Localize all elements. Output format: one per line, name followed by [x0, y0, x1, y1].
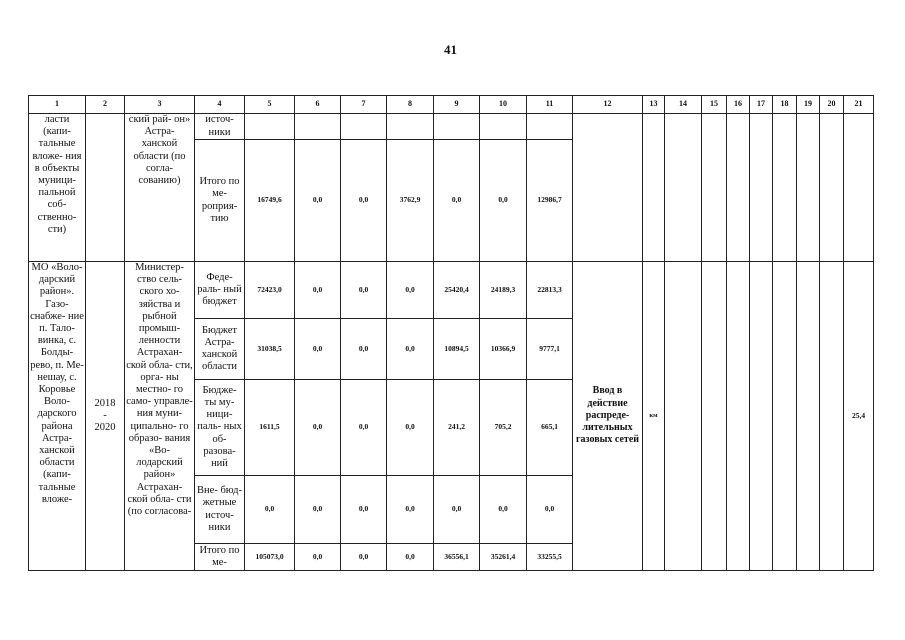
value-cell: 0,0 [341, 544, 387, 571]
value-cell: 24189,3 [480, 262, 527, 319]
cell [434, 114, 480, 140]
page-number: 41 [444, 42, 457, 57]
value-cell: 0,0 [245, 476, 295, 544]
table-row [29, 114, 874, 140]
block2-source-total: Итого по ме- [195, 544, 245, 571]
block2-source-regional: Бюджет Астра- ханской области [195, 319, 245, 380]
value-cell: 0,0 [295, 380, 341, 476]
header-col-5: 5 [245, 96, 295, 114]
cell [727, 262, 750, 571]
header-col-11: 11 [527, 96, 573, 114]
cell [820, 114, 844, 262]
header-col-12: 12 [573, 96, 643, 114]
block2-unit: км [643, 262, 665, 571]
block2-executor: Министер- ство сель- ского хо- зяйства и рыбной промыш- ленности Астрахан- ской обла- сти, орга- ны местно- го само- управле- ния муни- ципально- го образо- вания «Во- лодарский район» Астрахан- ской обла- сти (по согласова- [125, 262, 195, 571]
header-col-14: 14 [665, 96, 702, 114]
block1-object-name: ласти (капи- тальные вложе- ния в объекты муници- пальной соб- ственно- сти) [29, 114, 86, 262]
value-cell: 0,0 [434, 476, 480, 544]
cell [750, 114, 773, 262]
cell [750, 262, 773, 571]
value-cell: 105073,0 [245, 544, 295, 571]
header-col-19: 19 [797, 96, 820, 114]
block1-source-total: Итого по ме- роприя- тию [195, 140, 245, 262]
block2-source-extrabudget: Вне- бюд- жетные источ- ники [195, 476, 245, 544]
cell [245, 114, 295, 140]
header-col-15: 15 [702, 96, 727, 114]
header-col-20: 20 [820, 96, 844, 114]
header-col-2: 2 [86, 96, 125, 114]
value-cell: 9777,1 [527, 319, 573, 380]
value-cell: 1611,5 [245, 380, 295, 476]
block1-indicator [573, 114, 643, 262]
header-col-4: 4 [195, 96, 245, 114]
block1-executor: ский рай- он» Астра- ханской области (по согла- сованию) [125, 114, 195, 262]
value-cell: 0,0 [480, 476, 527, 544]
block1-source-a: источ- ники [195, 114, 245, 140]
header-col-10: 10 [480, 96, 527, 114]
header-col-13: 13 [643, 96, 665, 114]
value-cell: 0,0 [341, 262, 387, 319]
value-cell: 0,0 [527, 476, 573, 544]
value-cell: 0,0 [387, 262, 434, 319]
cell [797, 114, 820, 262]
period-dash: - [103, 409, 107, 421]
cell [480, 114, 527, 140]
value-cell: 0,0 [387, 476, 434, 544]
header-col-21: 21 [844, 96, 874, 114]
value-cell: 0,0 [434, 140, 480, 262]
value-cell: 22813,3 [527, 262, 573, 319]
block1-period [86, 114, 125, 262]
value-cell: 31038,5 [245, 319, 295, 380]
header-col-1: 1 [29, 96, 86, 114]
block2-target-value: 25,4 [844, 262, 874, 571]
value-cell: 0,0 [480, 140, 527, 262]
cell [844, 114, 874, 262]
value-cell: 72423,0 [245, 262, 295, 319]
cell [341, 114, 387, 140]
header-row [29, 96, 874, 114]
value-cell: 0,0 [295, 544, 341, 571]
cell [702, 262, 727, 571]
value-cell: 16749,6 [245, 140, 295, 262]
value-cell: 0,0 [341, 476, 387, 544]
value-cell: 665,1 [527, 380, 573, 476]
value-cell: 36556,1 [434, 544, 480, 571]
header-col-16: 16 [727, 96, 750, 114]
value-cell: 0,0 [341, 380, 387, 476]
value-cell: 705,2 [480, 380, 527, 476]
value-cell: 0,0 [387, 380, 434, 476]
period-end: 2020 [94, 422, 116, 434]
header-col-9: 9 [434, 96, 480, 114]
value-cell: 0,0 [295, 476, 341, 544]
value-cell: 33255,5 [527, 544, 573, 571]
header-col-7: 7 [341, 96, 387, 114]
value-cell: 241,2 [434, 380, 480, 476]
block2-period [86, 262, 125, 571]
value-cell: 0,0 [387, 319, 434, 380]
header-col-18: 18 [773, 96, 797, 114]
value-cell: 3762,9 [387, 140, 434, 262]
header-col-6: 6 [295, 96, 341, 114]
cell [702, 114, 727, 262]
value-cell: 25420,4 [434, 262, 480, 319]
cell [797, 262, 820, 571]
block2-source-municipal: Бюдже- ты му- ници- паль- ных об- разова- ний [195, 380, 245, 476]
cell [820, 262, 844, 571]
value-cell: 0,0 [341, 140, 387, 262]
cell [387, 114, 434, 140]
cell [727, 114, 750, 262]
period-start: 2018 [94, 397, 116, 409]
block2-indicator: Ввод в действие распреде- лительных газовых сетей [573, 262, 643, 571]
value-cell: 10894,5 [434, 319, 480, 380]
table-row [29, 262, 874, 319]
block2-source-federal: Феде- раль- ный бюджет [195, 262, 245, 319]
value-cell: 0,0 [341, 319, 387, 380]
cell [773, 114, 797, 262]
cell [773, 262, 797, 571]
cell [665, 262, 702, 571]
value-cell: 10366,9 [480, 319, 527, 380]
value-cell: 0,0 [295, 140, 341, 262]
value-cell: 0,0 [387, 544, 434, 571]
value-cell: 35261,4 [480, 544, 527, 571]
header-col-17: 17 [750, 96, 773, 114]
cell [527, 114, 573, 140]
budget-table [28, 95, 874, 571]
header-col-8: 8 [387, 96, 434, 114]
cell [295, 114, 341, 140]
value-cell: 0,0 [295, 262, 341, 319]
cell [643, 114, 665, 262]
header-col-3: 3 [125, 96, 195, 114]
block2-object-name: МО «Воло- дарский район». Газо- снабже- ние п. Тало- винка, с. Болды- рево, п. Ме- нешау, с. Коровье Воло- дарского района Астра- ханской области (капи- тальные вложе- [29, 262, 86, 571]
cell [665, 114, 702, 262]
value-cell: 12986,7 [527, 140, 573, 262]
value-cell: 0,0 [295, 319, 341, 380]
